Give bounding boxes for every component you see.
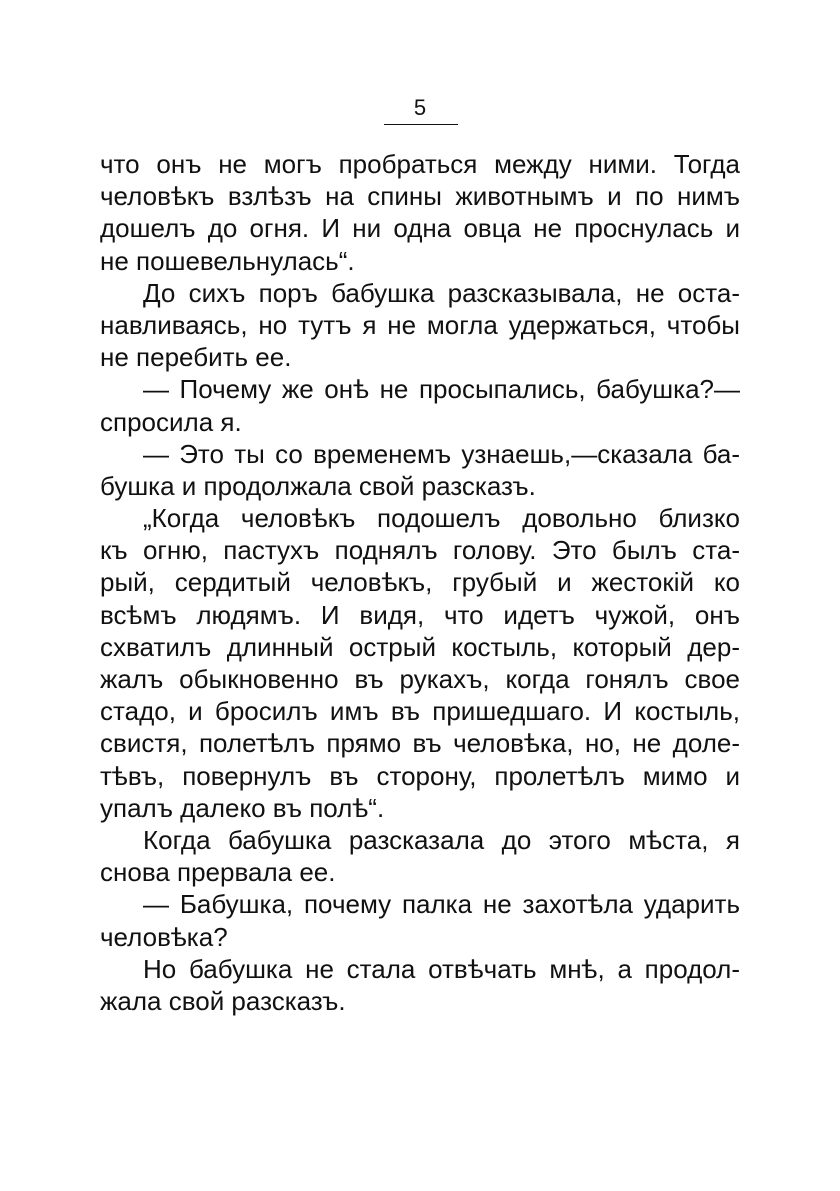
text-line: — Это ты со временемъ узнаешь,—сказала ба- — [143, 438, 740, 469]
text-line: навливаясь, но тутъ я не могла удержаться, чтобы — [100, 309, 740, 340]
text-line: человѣка? — [100, 921, 228, 952]
text-line: не пошевельнулась“. — [100, 245, 355, 276]
text-line: свистя, полетѣлъ прямо въ человѣка, но, не доле- — [100, 728, 740, 759]
text-line: До сихъ поръ бабушка разсказывала, не оста- — [143, 277, 740, 308]
page-number-rule — [384, 124, 458, 125]
text-line: схватилъ длинный острый костыль, который дер- — [100, 631, 740, 662]
text-line: не перебить ее. — [100, 342, 292, 373]
text-line: стадо, и бросилъ имъ въ пришедшаго. И костыль, — [100, 696, 740, 727]
text-line: снова прервала ее. — [100, 857, 336, 888]
text-line: тѣвъ, повернулъ въ сторону, пролетѣлъ мимо и — [100, 760, 740, 791]
text-line: упалъ далеко въ полѣ“. — [100, 792, 385, 823]
text-line: къ огню, пастухъ поднялъ голову. Это былъ ста- — [100, 535, 740, 566]
text-line: — Бабушка, почему палка не захотѣла ударить — [143, 889, 740, 920]
text-line: человѣкъ взлѣзъ на спины животнымъ и по нимъ — [100, 181, 740, 212]
text-line: что онъ не могъ пробраться между ними. Тогда — [100, 149, 740, 179]
text-line: „Когда человѣкъ подошелъ довольно близко — [143, 503, 740, 534]
text-line: рый, сердитый человѣкъ, грубый и жестокій ко — [100, 567, 740, 598]
text-line: — Почему же онѣ не просыпались, бабушка?— — [143, 374, 740, 405]
page-number: 5 — [413, 95, 427, 120]
text-line: Но бабушка не стала отвѣчать мнѣ, а продол- — [143, 953, 740, 984]
body-text — [100, 148, 740, 1017]
text-line: бушка и продолжала свой разсказъ. — [100, 470, 536, 501]
text-line: спросила я. — [100, 406, 242, 437]
text-line: Когда бабушка разсказала до этого мѣста, я — [143, 824, 740, 855]
text-line: всѣмъ людямъ. И видя, что идетъ чужой, онъ — [100, 599, 740, 630]
text-line: жала свой разсказъ. — [100, 985, 346, 1016]
text-line: дошелъ до огня. И ни одна овца не проснулась и — [100, 213, 740, 244]
text-line: жалъ обыкновенно въ рукахъ, когда гонялъ свое — [100, 664, 740, 694]
